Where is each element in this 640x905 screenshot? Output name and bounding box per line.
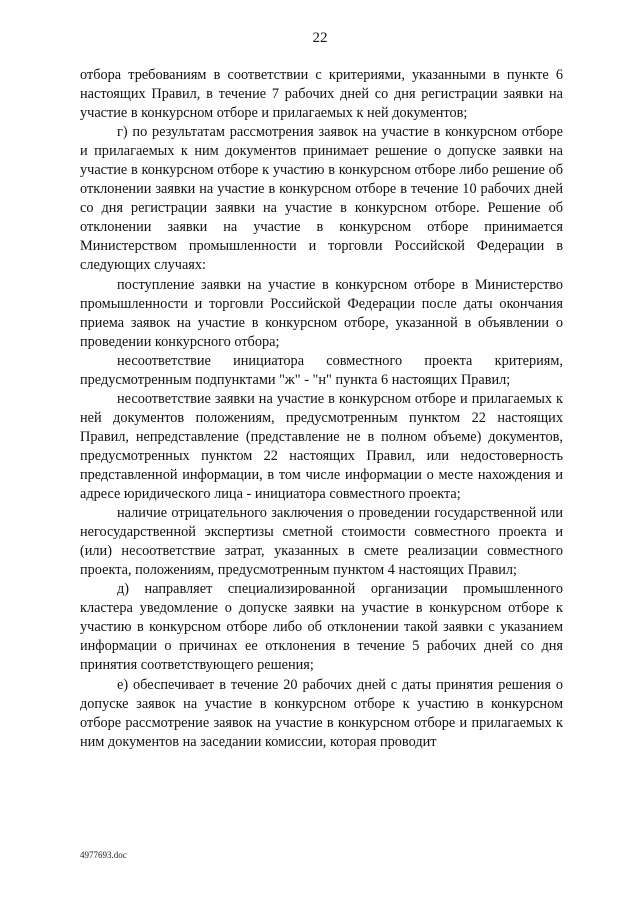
paragraph: г) по результатам рассмотрения заявок на участие в конкурсном отборе и прилагаемых к ним документов принимает решение о допуске заявки на участие в конкурсном отборе к участию в конкурсном отборе либо решение об отклонении заявки на участие в конкурсном отборе в течение 10 рабочих дней со дня регистрации заявки на участие в конкурсном отборе. Решение об отклонении заявки на участие в конкурсном отборе принимается Министерством промышленности и торговли Российской Федерации в следующих случаях: [80, 124, 563, 274]
paragraph: несоответствие заявки на участие в конкурсном отборе и прилагаемых к ней документов положениям, предусмотренным пунктом 22 настоящих Правил, непредставление (представление не в полном объеме) документов, предусмотренных пунктом 22 настоящих Правил, или недостоверность представленной информации, в том числе информации о месте нахождения и адресе юридического лица - инициатора совместного проекта; [80, 390, 563, 503]
page-number: 22 [312, 30, 328, 46]
paragraph: д) направляет специализированной организации промышленного кластера уведомление о допуске заявки на участие в конкурсном отборе к участию в конкурсном отборе либо об отклонении такой заявки с указанием информации о причинах ее отклонения в течение 5 рабочих дней со дня принятия соответствующего решения; [80, 581, 563, 674]
document-body [80, 66, 563, 752]
paragraph: несоответствие инициатора совместного проекта критериям, предусмотренным подпунктами "ж" - "н" пункта 6 настоящих Правил; [80, 352, 563, 388]
document-file-code: 4977693.doc [80, 850, 127, 860]
paragraph: наличие отрицательного заключения о проведении государственной или негосударственной экспертизы сметной стоимости совместного проекта и (или) несоответствие затрат, указанных в смете реализации совместного проекта, положениям, предусмотренным пунктом 4 настоящих Правил; [80, 505, 563, 579]
paragraph: поступление заявки на участие в конкурсном отборе в Министерство промышленности и торговли Российской Федерации после даты окончания приема заявок на участие в конкурсном отборе, указанной в объявлении о проведении конкурсного отбора; [80, 276, 563, 350]
paragraph: отбора требованиям в соответствии с критериями, указанными в пункте 6 настоящих Правил, в течение 7 рабочих дней со дня регистрации заявки на участие в конкурсном отборе и прилагаемых к ней документов; [80, 67, 563, 122]
paragraph: е) обеспечивает в течение 20 рабочих дней с даты принятия решения о допуске заявок на участие в конкурсном отборе к участию в конкурсном отборе рассмотрение заявок на участие в конкурсном отборе и прилагаемых к ним документов на заседании комиссии, которая проводит [80, 676, 563, 750]
